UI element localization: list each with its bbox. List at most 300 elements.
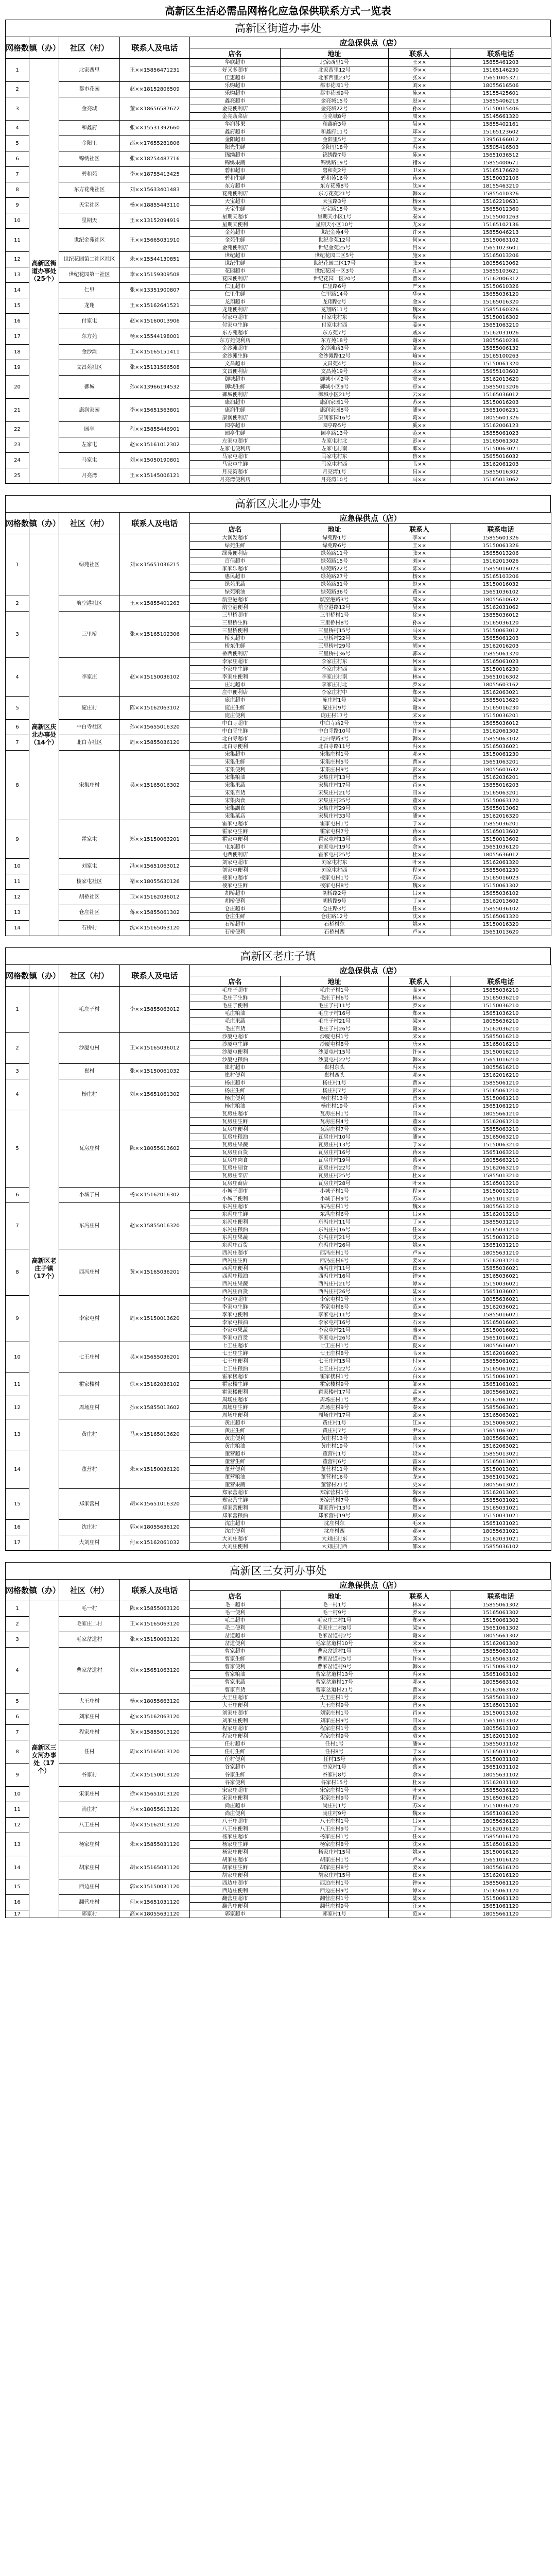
store-phone: 18055616021: [450, 1342, 551, 1350]
grid-number: 8: [6, 1740, 29, 1764]
store-contact-person: 廖××: [389, 1327, 450, 1334]
store-phone: 15165103206: [450, 573, 551, 581]
store-phone: 15855061023: [450, 430, 551, 437]
store-address: 董营村16号: [281, 1473, 389, 1481]
store-contact-person: 白××: [389, 1373, 450, 1381]
header-supply: 应急保供点（店）: [190, 965, 551, 976]
table-row: [6, 1249, 551, 1257]
store-phone: 15155001263: [450, 213, 551, 221]
community-name: 刘家庄村: [59, 1709, 120, 1725]
store-address: 郑家营村1号: [281, 1489, 389, 1497]
grid-number: 5: [6, 136, 29, 151]
store-phone: 15165100263: [450, 352, 551, 360]
header-store: 店名: [190, 1591, 281, 1601]
store-name: 乐购超市: [190, 90, 281, 97]
store-name: 文昌超市: [190, 360, 281, 368]
store-phone: 15162013102: [450, 1733, 551, 1740]
store-phone: 18055601326: [450, 414, 551, 422]
store-address: 左家屯村北: [281, 437, 389, 445]
store-contact-person: 褚××: [389, 159, 450, 167]
store-address: 金阳里5号: [281, 136, 389, 144]
community-name: 董营村: [59, 1450, 120, 1489]
table-row: [6, 921, 551, 928]
store-address: 曹家岔道村9号: [281, 1663, 389, 1671]
store-address: 毛庄子村16号: [281, 1010, 389, 1018]
store-address: 李家屯村26号: [281, 1334, 389, 1342]
store-phone: 15150016230: [450, 666, 551, 673]
store-address: 杨庄村1号: [281, 1079, 389, 1087]
store-name: 东冯庄超市: [190, 1203, 281, 1211]
store-name: 屯西便利店: [190, 851, 281, 859]
store-phone: 15651061210: [450, 1103, 551, 1110]
store-name: 八王庄便利: [190, 1825, 281, 1833]
store-contact-person: 卢××: [389, 928, 450, 936]
store-contact-person: 董××: [389, 1725, 450, 1733]
store-address: 任村1号: [281, 1740, 389, 1748]
store-contact-person: 丁××: [389, 1218, 450, 1226]
community-name: 大刘庄村: [59, 1535, 120, 1551]
store-phone: 15150036021: [450, 1280, 551, 1288]
community-contact: 刘××15050190801: [120, 453, 190, 468]
table-row: [6, 697, 551, 704]
grid-number: 11: [6, 1373, 29, 1396]
store-name: 瓦房庄便利: [190, 1126, 281, 1133]
store-name: 宋集粮油: [190, 774, 281, 782]
store-name: 御城超市: [190, 376, 281, 383]
section-title: 高新区街道办事处: [5, 20, 551, 37]
store-contact-person: 陈××: [389, 90, 450, 97]
store-contact-person: 章××: [389, 383, 450, 391]
store-address: 锦绣路19号: [281, 159, 389, 167]
store-contact-person: 卢××: [389, 1856, 450, 1864]
community-contact: 孙××18055613120: [120, 1802, 190, 1818]
store-contact-person: 郝××: [389, 1528, 450, 1535]
grid-number: 16: [6, 314, 29, 329]
store-address: 碧和苑2号: [281, 167, 389, 175]
store-name: 文昌便利店: [190, 368, 281, 376]
table-row: [6, 720, 551, 727]
store-address: 东冯庄村21号: [281, 1234, 389, 1242]
store-contact-person: 吕××: [389, 890, 450, 897]
store-address: 世纪花园二区17号: [281, 260, 389, 267]
store-phone: 15162016120: [450, 1872, 551, 1879]
store-phone: 15150036120: [450, 1802, 551, 1810]
grid-number: 14: [6, 921, 29, 936]
store-address: 东冯庄村16号: [281, 1226, 389, 1234]
store-name: 东冯庄粮油: [190, 1226, 281, 1234]
store-address: 三里桥村15号: [281, 627, 389, 635]
community-contact: 程××15855446901: [120, 422, 190, 437]
store-address: 七王庄村8号: [281, 1350, 389, 1358]
store-name: 瓦房庄百货: [190, 1149, 281, 1157]
store-phone: 15150015406: [450, 105, 551, 113]
table-row: [6, 1489, 551, 1497]
store-contact-person: 柏××: [389, 360, 450, 368]
store-name: 毛庄子生鲜: [190, 994, 281, 1002]
community-name: 大王庄村: [59, 1694, 120, 1709]
community-name: 杨家庄村: [59, 1833, 120, 1856]
community-contact: 周××15165013120: [120, 1740, 190, 1764]
store-address: 星期天小区1号: [281, 213, 389, 221]
store-name: 胡家庄便利: [190, 1872, 281, 1879]
store-contact-person: 潘××: [389, 406, 450, 414]
store-address: 李家屯村6号: [281, 1303, 389, 1311]
store-address: 西冯庄村1号: [281, 1249, 389, 1257]
header-person: 联系人: [389, 48, 450, 59]
store-name: 仓庄超市: [190, 905, 281, 913]
table-row: [6, 874, 551, 882]
store-name: 宋集百货: [190, 789, 281, 797]
store-address: 杨庄村7号: [281, 1087, 389, 1095]
store-phone: 15855016021: [450, 1311, 551, 1319]
header-community: 社区（村）: [59, 513, 120, 534]
store-name: 宋集副食: [190, 805, 281, 812]
store-contact-person: 姜××: [389, 1257, 450, 1265]
table-row: [6, 314, 551, 321]
grid-number: 1: [6, 534, 29, 596]
table-row: [6, 1632, 551, 1640]
header-town: 镇（办）: [29, 965, 59, 987]
store-contact-person: 邓××: [389, 1072, 450, 1079]
community-name: 金沙滩: [59, 345, 120, 360]
community-name: 棱家屯社区: [59, 874, 120, 890]
store-address: 黄庄村13号: [281, 1435, 389, 1443]
table-row: [6, 198, 551, 206]
store-address: 霍家屯村7号: [281, 828, 389, 836]
grid-number: 4: [6, 658, 29, 697]
store-address: 大王庄村1号: [281, 1694, 389, 1702]
grid-number: 7: [6, 167, 29, 182]
store-contact-person: 钟××: [389, 1879, 450, 1887]
grid-number: 22: [6, 422, 29, 437]
store-contact-person: 杜××: [389, 1779, 450, 1787]
store-address: 黄庄村7号: [281, 1427, 389, 1435]
store-name: 大润发超市: [190, 534, 281, 542]
table-row: [6, 735, 551, 743]
store-contact-person: 邓××: [389, 751, 450, 758]
community-contact: 赵××15150036102: [120, 658, 190, 697]
store-contact-person: 石××: [389, 1319, 450, 1327]
store-phone: 18055663102: [450, 1679, 551, 1686]
store-phone: 18155463210: [450, 182, 551, 190]
store-phone: 15655103602: [450, 368, 551, 376]
store-contact-person: 钟××: [389, 1273, 450, 1280]
community-name: 程家庄村: [59, 1725, 120, 1740]
store-contact-person: 范××: [389, 430, 450, 437]
community-contact: 孙××15655016320: [120, 720, 190, 735]
store-phone: 15165036012: [450, 391, 551, 399]
store-contact-person: 程××: [389, 1188, 450, 1195]
store-address: 马家屯村东: [281, 453, 389, 461]
store-contact-person: 杜××: [389, 851, 450, 859]
store-contact-person: 沈××: [389, 182, 450, 190]
store-address: 绿苑路22号: [281, 565, 389, 573]
community-name: 霍家屯: [59, 820, 120, 859]
grid-number: 7: [6, 735, 29, 751]
store-contact-person: 田××: [389, 789, 450, 797]
community-contact: 陈××18055613602: [120, 1110, 190, 1188]
store-contact-person: 高××: [389, 987, 450, 994]
header-town: 镇（办）: [29, 37, 59, 59]
store-contact-person: 韩××: [389, 190, 450, 198]
community-contact: 吴××15150013120: [120, 1764, 190, 1787]
community-contact: 郭××15150031120: [120, 1879, 190, 1895]
store-address: 小城子村9号: [281, 1195, 389, 1203]
grid-number: 5: [6, 697, 29, 720]
store-name: 鑫府超市: [190, 128, 281, 136]
table-row: [6, 1787, 551, 1794]
table-row: [6, 1110, 551, 1118]
store-name: 庞庄便利: [190, 712, 281, 720]
header-contact: 联系人及电话: [120, 965, 190, 987]
store-phone: 15150013021: [450, 1466, 551, 1473]
store-phone: 15165061023: [450, 658, 551, 666]
store-name: 仁里超市: [190, 283, 281, 291]
store-phone: 15150063021: [450, 1419, 551, 1427]
store-address: 金沙滩路3号: [281, 345, 389, 352]
store-phone: 13956166012: [450, 136, 551, 144]
store-phone: 15150036210: [450, 1002, 551, 1010]
store-contact-person: 葛××: [389, 414, 450, 422]
store-address: 任村8号: [281, 1748, 389, 1756]
store-name: 曹家果蔬: [190, 1679, 281, 1686]
store-name: 沈庄便利: [190, 1528, 281, 1535]
store-contact-person: 韩××: [389, 1056, 450, 1064]
header-town: 镇（办）: [29, 1580, 59, 1601]
store-contact-person: 曹××: [389, 275, 450, 283]
community-name: 龙翔: [59, 298, 120, 314]
store-name: 瓦房庄副食: [190, 1164, 281, 1172]
store-phone: 15651061120: [450, 1903, 551, 1910]
store-phone: 15855461203: [450, 59, 551, 66]
store-name: 董营超市: [190, 1450, 281, 1458]
store-address: 三里桥村36号: [281, 650, 389, 658]
store-phone: 15855013620: [450, 697, 551, 704]
community-contact: 周××15855036120: [120, 735, 190, 751]
store-phone: 18055663021: [450, 1435, 551, 1443]
grid-number: 8: [6, 751, 29, 820]
community-contact: 高××18055631120: [120, 1910, 190, 1918]
table-row: [6, 987, 551, 994]
store-name: 董营便利: [190, 1466, 281, 1473]
community-contact: 沈××15165063120: [120, 921, 190, 936]
community-name: 郑家营村: [59, 1489, 120, 1520]
store-contact-person: 吴××: [389, 121, 450, 128]
community-name: 八王庄村: [59, 1818, 120, 1833]
table-row: [6, 360, 551, 368]
store-contact-person: 潘××: [389, 1133, 450, 1141]
store-contact-person: 韦××: [389, 1350, 450, 1358]
store-address: 石桥村西: [281, 928, 389, 936]
store-contact-person: 邱××: [389, 1412, 450, 1419]
grid-number: 14: [6, 283, 29, 298]
store-contact-person: 许××: [389, 229, 450, 236]
store-address: 李家屯村16号: [281, 1319, 389, 1327]
store-phone: 15150016032: [450, 581, 551, 588]
store-address: 金沙滩路12号: [281, 352, 389, 360]
store-name: 棱家屯生鲜: [190, 882, 281, 890]
store-address: 李家庄村东: [281, 658, 389, 666]
store-address: 西边庄村1号: [281, 1879, 389, 1887]
store-phone: 15165063210: [450, 1133, 551, 1141]
community-contact: 刘××15651061302: [120, 1079, 190, 1110]
community-contact: 王××15165036012: [120, 1033, 190, 1064]
table-row: [6, 1910, 551, 1918]
store-phone: 15655016032: [450, 453, 551, 461]
store-name: 毛一超市: [190, 1601, 281, 1609]
store-phone: 15855016302: [450, 468, 551, 476]
store-name: 董营生鲜: [190, 1458, 281, 1466]
table-row: [6, 1895, 551, 1903]
store-name: 杨家庄生鲜: [190, 1841, 281, 1849]
community-name: 东方苑: [59, 329, 120, 345]
store-address: 沙厦屯村22号: [281, 1056, 389, 1064]
store-address: 瓦房庄村4号: [281, 1118, 389, 1126]
store-name: 大刘庄便利: [190, 1543, 281, 1551]
store-phone: 15855036120: [450, 1787, 551, 1794]
store-name: 李家屯粮油: [190, 1319, 281, 1327]
supply-table: [5, 964, 551, 1551]
store-address: 曹家岔道村13号: [281, 1671, 389, 1679]
store-contact-person: 龙××: [389, 1473, 450, 1481]
community-contact: 黄××15165036201: [120, 1249, 190, 1296]
store-phone: 15855031102: [450, 1740, 551, 1748]
section-3: [5, 947, 551, 1551]
store-contact-person: 董××: [389, 1118, 450, 1126]
store-name: 毛庄百货: [190, 1025, 281, 1033]
store-phone: 15165016021: [450, 1319, 551, 1327]
store-address: 天宝路3号: [281, 198, 389, 206]
store-name: 御城生鲜: [190, 383, 281, 391]
store-phone: 18055613062: [450, 260, 551, 267]
store-address: 曹家岔道村1号: [281, 1648, 389, 1655]
store-contact-person: 苏××: [389, 874, 450, 882]
store-name: 董营果蔬: [190, 1481, 281, 1489]
community-contact: 张××13351900807: [120, 283, 190, 298]
store-contact-person: 谢××: [389, 337, 450, 345]
store-name: 李家屯百货: [190, 1334, 281, 1342]
store-phone: 15165016120: [450, 1841, 551, 1849]
store-name: 园亭生鲜: [190, 430, 281, 437]
store-phone: 15651063021: [450, 1427, 551, 1435]
community-contact: 赵××15855016320: [120, 1203, 190, 1249]
table-row: [6, 1856, 551, 1864]
store-phone: 15165031021: [450, 1504, 551, 1512]
store-name: 北白寺便利: [190, 743, 281, 751]
store-name: 马家屯生鲜: [190, 461, 281, 468]
community-contact: 吴××15655036201: [120, 1342, 190, 1373]
store-address: 周场庄村9号: [281, 1404, 389, 1412]
store-name: 庞庄生鲜: [190, 704, 281, 712]
community-contact: 董××18656587672: [120, 97, 190, 121]
store-contact-person: 袁××: [389, 805, 450, 812]
store-contact-person: 董××: [389, 797, 450, 805]
store-address: 李家屯村1号: [281, 1296, 389, 1303]
store-address: 御城小区21号: [281, 391, 389, 399]
table-row: [6, 1725, 551, 1733]
store-address: 金亮城15号: [281, 97, 389, 105]
store-address: 沈庄村东: [281, 1520, 389, 1528]
store-address: 棱家屯村1号: [281, 874, 389, 882]
store-contact-person: 华××: [389, 291, 450, 298]
store-contact-person: 吕××: [389, 1818, 450, 1825]
community-name: 杨庄村: [59, 1079, 120, 1110]
store-address: 康润家园1号: [281, 399, 389, 406]
header-phone: 联系电话: [450, 976, 551, 987]
store-phone: 15165176620: [450, 167, 551, 175]
store-name: 绿苑粮油: [190, 588, 281, 596]
store-contact-person: 秦××: [389, 1404, 450, 1412]
community-contact: 周××15150013620: [120, 1296, 190, 1342]
store-phone: 15505416503: [450, 144, 551, 151]
community-name: 庞庄村: [59, 697, 120, 720]
store-address: 李家屯村21号: [281, 1327, 389, 1334]
store-contact-person: 张××: [389, 260, 450, 267]
store-contact-person: 杜××: [389, 1172, 450, 1180]
community-name: 毛庄子村: [59, 987, 120, 1033]
document-title: 高新区生活必需品网格化应急保供联系方式一览表: [165, 5, 391, 17]
store-contact-person: 蒋××: [389, 175, 450, 182]
store-name: 杨庄生鲜: [190, 1087, 281, 1095]
store-contact-person: 谭××: [389, 1887, 450, 1895]
store-name: 石桥超市: [190, 921, 281, 928]
community-name: 付家屯: [59, 314, 120, 329]
store-name: 桥头超市: [190, 635, 281, 642]
store-name: 付家屯超市: [190, 314, 281, 321]
store-phone: 18055636021: [450, 1296, 551, 1303]
store-phone: 15165031210: [450, 1226, 551, 1234]
grid-number: 21: [6, 399, 29, 422]
grid-number: 2: [6, 82, 29, 97]
store-name: 北白寺超市: [190, 735, 281, 743]
store-address: 宋集庄村33号: [281, 812, 389, 820]
store-phone: 15651063201: [450, 758, 551, 766]
store-phone: 15165013021: [450, 1458, 551, 1466]
store-phone: 15651023601: [450, 244, 551, 252]
store-name: 庞庄超市: [190, 697, 281, 704]
store-phone: 15855016023: [450, 565, 551, 573]
store-name: 航空港超市: [190, 596, 281, 604]
store-phone: 15855061021: [450, 1358, 551, 1365]
store-name: 杨庄超市: [190, 1079, 281, 1087]
table-row: [6, 376, 551, 383]
store-address: 胡家庄村15号: [281, 1872, 389, 1879]
store-address: 康润家园16号: [281, 414, 389, 422]
store-contact-person: 沈××: [389, 1234, 450, 1242]
store-name: 尚庄便利: [190, 1810, 281, 1818]
store-contact-person: 熊××: [389, 1396, 450, 1404]
store-name: 程家庄超市: [190, 1725, 281, 1733]
grid-number: 11: [6, 874, 29, 890]
store-contact-person: 朱××: [389, 206, 450, 213]
table-row: [6, 905, 551, 913]
store-phone: 15165061021: [450, 1365, 551, 1373]
store-address: 东方苑18号: [281, 337, 389, 345]
table-row: [6, 252, 551, 260]
community-name: 周场庄村: [59, 1396, 120, 1419]
store-address: 杨家庄村15号: [281, 1849, 389, 1856]
store-phone: 15855036201: [450, 820, 551, 828]
store-name: 宋集生鲜: [190, 758, 281, 766]
community-contact: 冯××15651063012: [120, 859, 190, 874]
store-contact-person: 贾××: [389, 1334, 450, 1342]
community-contact: 朱××15150036120: [120, 1450, 190, 1489]
store-name: 宋家庄超市: [190, 1787, 281, 1794]
store-name: 霍家屯超市: [190, 820, 281, 828]
store-name: 沙厦屯粮油: [190, 1056, 281, 1064]
store-name: 李家屯生鲜: [190, 1303, 281, 1311]
store-name: 中白寺超市: [190, 720, 281, 727]
